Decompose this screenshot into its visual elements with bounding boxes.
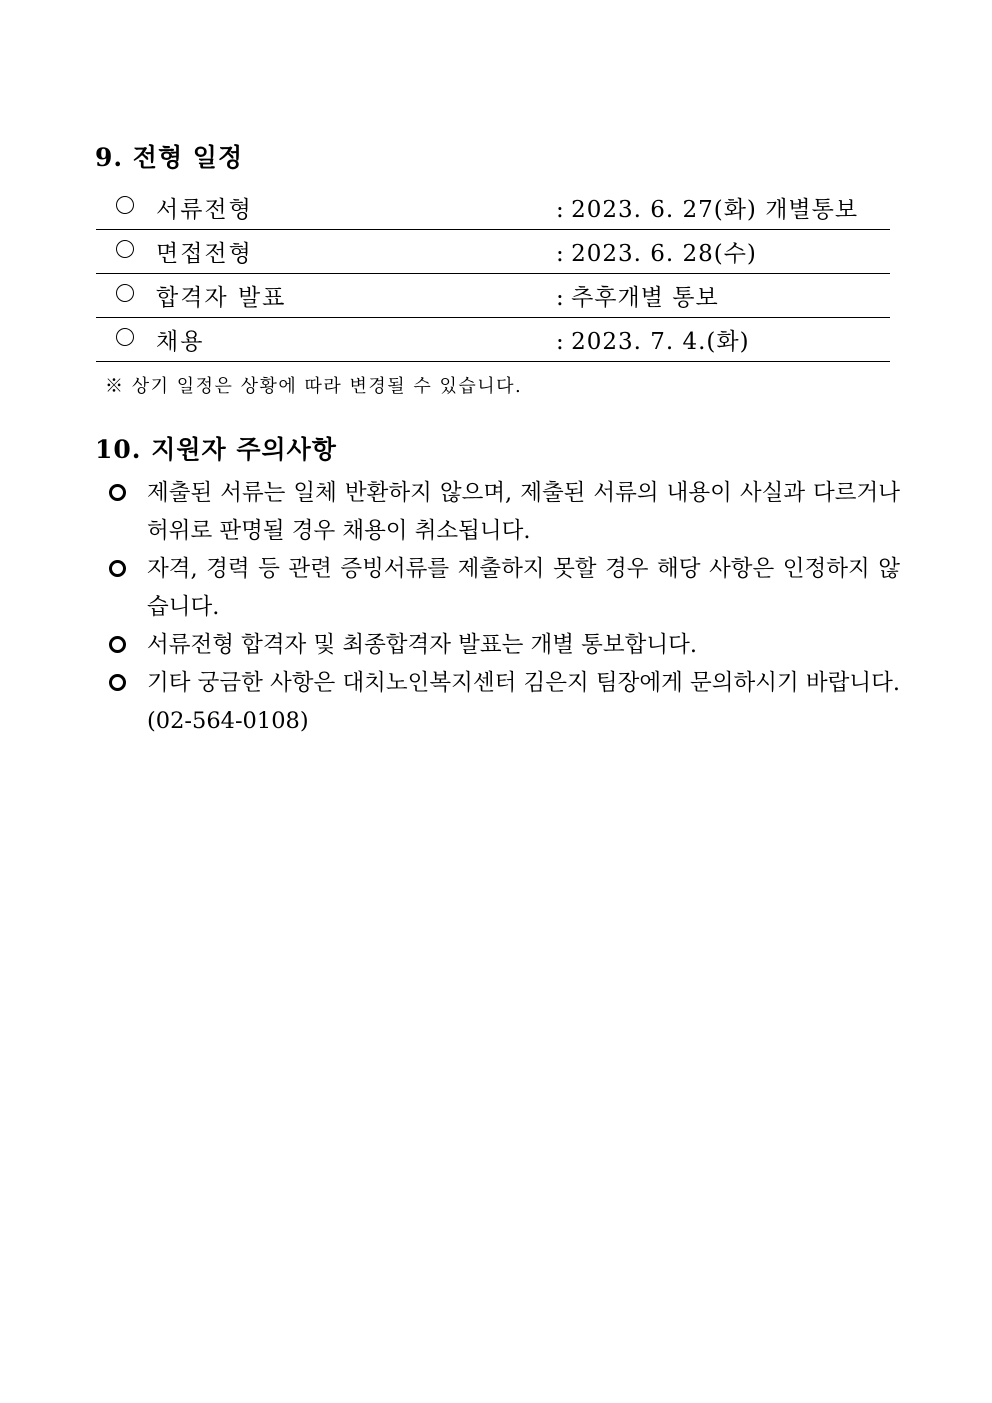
schedule-item: 서류전형 [156,197,253,223]
circle-bullet-icon [116,328,134,346]
applicant-notices-list [105,474,900,740]
schedule-colon: : [556,241,564,267]
schedule-row-interview [96,230,890,274]
notice-item [105,626,900,664]
notice-text: 기타 궁금한 사항은 대치노인복지센터 김은지 팀장에게 문의하시기 바랍니다.(02-564-0108) [147,670,900,734]
notice-item [105,550,900,626]
schedule-row-document-screening [96,186,890,230]
schedule-item: 면접전형 [156,241,253,267]
schedule-date-value: 2023. 6. 28(수) [571,241,757,267]
circle-bullet-icon [109,674,126,691]
schedule-row-hiring [96,318,890,362]
circle-bullet-icon [116,240,134,258]
schedule-item: 채용 [156,329,205,355]
notice-item [105,664,900,740]
circle-bullet-icon [109,636,126,653]
notice-item [105,474,900,550]
schedule-table [96,186,890,362]
schedule-date [556,279,719,312]
schedule-colon: : [556,329,564,355]
schedule-date-value: 2023. 7. 4.(화) [571,329,750,355]
schedule-date [556,191,858,224]
schedule-colon: : [556,285,564,311]
schedule-row-announcement [96,274,890,318]
notice-text: 자격, 경력 등 관련 증빙서류를 제출하지 못할 경우 해당 사항은 인정하지 않습니다. [147,556,900,620]
schedule-item: 합격자 발표 [156,285,287,311]
schedule-colon: : [556,197,564,223]
section-10-title: 10. 지원자 주의사항 [95,435,337,464]
schedule-date [556,323,750,356]
circle-bullet-icon [109,560,126,577]
section-9-title: 9. 전형 일정 [95,143,244,172]
schedule-date-value: 2023. 6. 27(화) 개별통보 [571,197,859,223]
schedule-date [556,235,757,268]
circle-bullet-icon [116,284,134,302]
circle-bullet-icon [116,196,134,214]
circle-bullet-icon [109,484,126,501]
schedule-date-value: 추후개별 통보 [571,285,719,311]
schedule-change-note: ※ 상기 일정은 상황에 따라 변경될 수 있습니다. [105,376,523,397]
notice-text: 서류전형 합격자 및 최종합격자 발표는 개별 통보합니다. [147,632,697,658]
notice-text: 제출된 서류는 일체 반환하지 않으며, 제출된 서류의 내용이 사실과 다르거나 허위로 판명될 경우 채용이 취소됩니다. [147,480,900,544]
